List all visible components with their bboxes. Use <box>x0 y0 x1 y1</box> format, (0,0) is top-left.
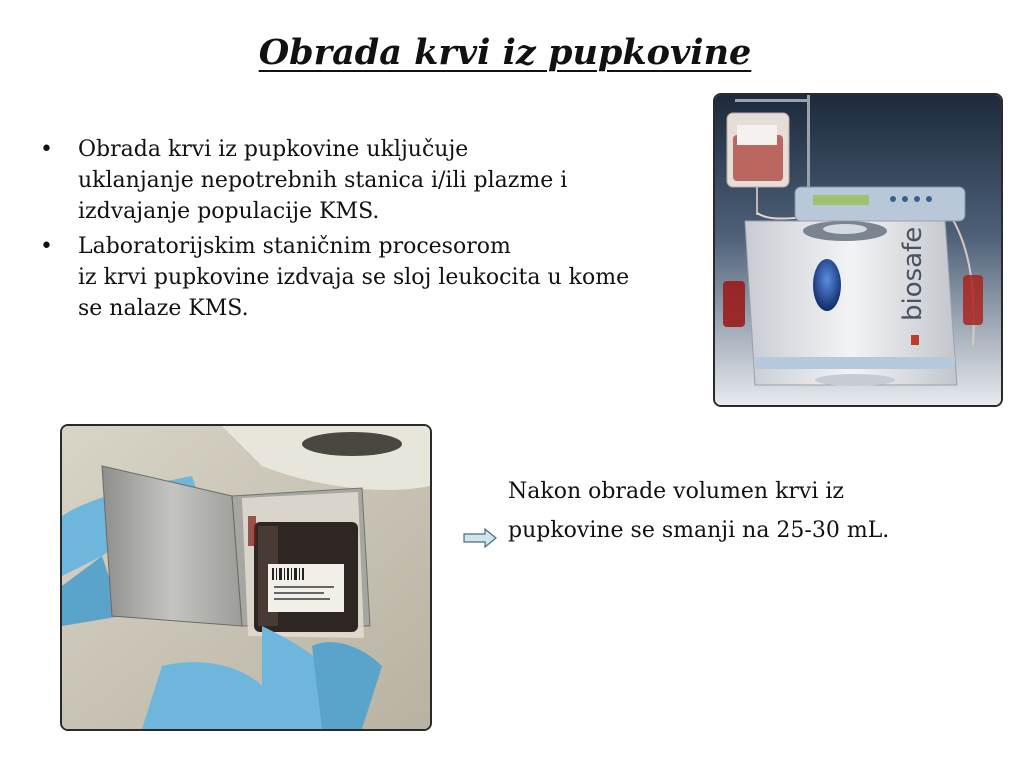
right-arrow-icon <box>463 528 497 548</box>
slide-title: Obrada krvi iz pupkovine <box>258 32 752 73</box>
blood-bag-illustration <box>62 426 430 729</box>
bullet-item <box>38 134 718 227</box>
bullet-item <box>38 231 718 324</box>
bullet-icon: • <box>40 234 53 259</box>
cell-processor-photo <box>713 93 1003 407</box>
bullet-line: iz krvi pupkovine izdvaja se sloj leukocita u kome <box>78 265 630 290</box>
bullet-line: Obrada krvi iz pupkovine uključuje <box>78 137 469 162</box>
note-line: Nakon obrade volumen krvi iz <box>508 479 845 504</box>
note-line: pupkovine se smanji na 25-30 mL. <box>508 518 890 543</box>
bullet-icon: • <box>40 137 53 162</box>
volume-note <box>508 472 1008 550</box>
biosafe-logo: biosafe <box>898 226 928 321</box>
bullet-line: izdvajanje populacije KMS. <box>78 199 380 224</box>
bullet-list <box>38 134 718 328</box>
bullet-line: se nalaze KMS. <box>78 296 249 321</box>
bullet-line: Laboratorijskim staničnim procesorom <box>78 234 511 259</box>
blood-bag-photo <box>60 424 432 731</box>
cell-processor-illustration <box>715 95 1001 405</box>
bullet-line: uklanjanje nepotrebnih stanica i/ili plazme i <box>78 168 568 193</box>
